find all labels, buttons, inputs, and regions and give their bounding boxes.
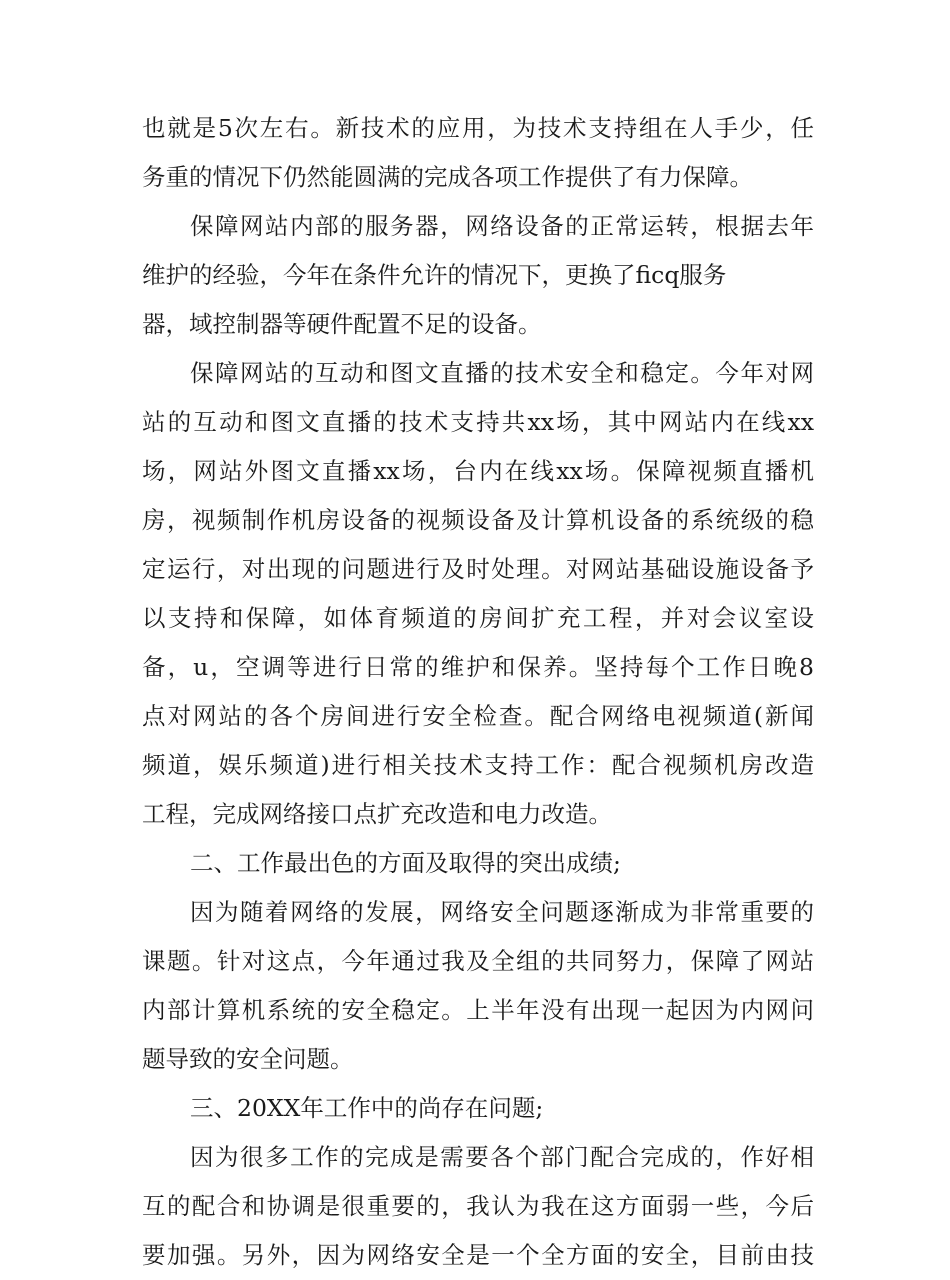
text-line: 定运行，对出现的问题进行及时处理。对网站基础设施设备予	[142, 555, 814, 583]
paragraph-start-line: 因为很多工作的完成是需要各个部门配合完成的，作好相	[190, 1143, 814, 1171]
document-body	[142, 104, 814, 1280]
text-line: 要加强。另外，因为网络安全是一个全方面的安全，目前由技	[142, 1241, 814, 1269]
text-line: 内部计算机系统的安全稳定。上半年没有出现一起因为内网问	[142, 996, 814, 1024]
section-heading: 二、工作最出色的方面及取得的突出成绩;	[190, 849, 621, 877]
paragraph-start-line: 保障网站内部的服务器，网络设备的正常运转，根据去年	[190, 212, 814, 240]
text-line: 互的配合和协调是很重要的，我认为我在这方面弱一些，今后	[142, 1192, 814, 1220]
text-line: 房，视频制作机房设备的视频设备及计算机设备的系统级的稳	[142, 506, 814, 534]
text-line: 点对网站的各个房间进行安全检查。配合网络电视频道(新闻	[142, 702, 814, 730]
text-line: 工程，完成网络接口点扩充改造和电力改造。	[142, 800, 612, 828]
text-line: 站的互动和图文直播的技术支持共xx场，其中网站内在线xx	[142, 408, 814, 436]
text-line: 务重的情况下仍然能圆满的完成各项工作提供了有力保障。	[142, 163, 753, 191]
paragraph-start-line: 因为随着网络的发展，网络安全问题逐渐成为非常重要的	[190, 898, 814, 926]
text-line: 频道，娱乐频道)进行相关技术支持工作：配合视频机房改造	[142, 751, 814, 779]
text-line: 维护的经验，今年在条件允许的情况下，更换了ficq服务	[142, 261, 727, 289]
text-line: 场，网站外图文直播xx场，台内在线xx场。保障视频直播机	[142, 457, 814, 485]
text-line: 备，u，空调等进行日常的维护和保养。坚持每个工作日晚8	[142, 653, 814, 681]
text-line: 课题。针对这点，今年通过我及全组的共同努力，保障了网站	[142, 947, 814, 975]
text-line: 以支持和保障，如体育频道的房间扩充工程，并对会议室设	[142, 604, 814, 632]
paragraph-start-line: 保障网站的互动和图文直播的技术安全和稳定。今年对网	[190, 359, 814, 387]
text-line: 题导致的安全问题。	[142, 1045, 354, 1073]
text-line: 器，域控制器等硬件配置不足的设备。	[142, 310, 542, 338]
text-line: 也就是5次左右。新技术的应用，为技术支持组在人手少，任	[142, 114, 814, 142]
section-heading: 三、20XX年工作中的尚存在问题;	[190, 1094, 544, 1122]
